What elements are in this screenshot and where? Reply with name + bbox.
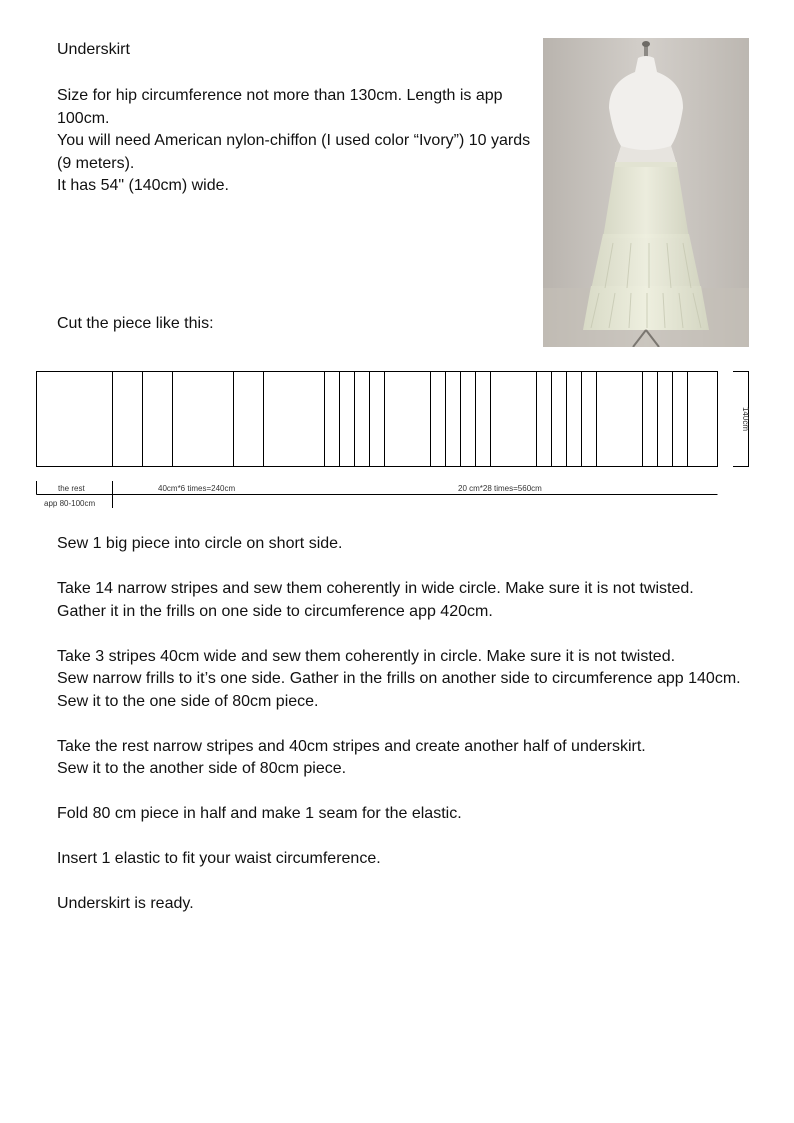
instruction-step: Insert 1 elastic to fit your waist circumference. <box>57 850 381 867</box>
intro-line: You will need American nylon-chiffon (I used color “Ivory”) 10 yards (9 meters). <box>57 132 531 172</box>
height-label: 140cm <box>741 406 750 432</box>
instruction-step: Fold 80 cm piece in half and make 1 seam for the elastic. <box>57 805 462 822</box>
rest-label: the rest <box>58 484 85 493</box>
instruction-step: Sew 1 big piece into circle on short side. <box>57 535 343 552</box>
intro-line: It has 54" (140cm) wide. <box>57 177 229 194</box>
instruction-step: Take 3 stripes 40cm wide and sew them coherently in circle. Make sure it is not twisted. Sew narrow frills to it’s one side. Gather in the frills on another side to circumference app 140cm. Sew it to the one side of 80cm piece. <box>57 647 741 710</box>
instruction-step: Take 14 narrow stripes and sew them coherently in wide circle. Make sure it is not twisted. Gather it in the frills on one side to circumference app 420cm. <box>57 580 694 620</box>
page-title: Underskirt <box>57 41 130 58</box>
mannequin-photo <box>543 38 749 347</box>
cut-heading: Cut the piece like this: <box>57 315 214 332</box>
height-bracket <box>733 372 749 467</box>
instructions <box>57 533 757 938</box>
rest-size-label: app 80-100cm <box>44 499 96 508</box>
narrow-stripes-label: 20 cm*28 times=560cm <box>458 484 542 493</box>
wide-stripes-label: 40cm*6 times=240cm <box>158 484 236 493</box>
instruction-step: Underskirt is ready. <box>57 895 194 912</box>
fabric-layout <box>37 372 749 509</box>
cut-lines <box>113 372 688 467</box>
fabric-outline <box>37 372 718 467</box>
intro-text <box>57 85 537 198</box>
intro-line: Size for hip circumference not more than 130cm. Length is app 100cm. <box>57 87 503 127</box>
instruction-step: Take the rest narrow stripes and 40cm stripes and create another half of underskirt. Sew it to the another side of 80cm piece. <box>57 737 646 777</box>
